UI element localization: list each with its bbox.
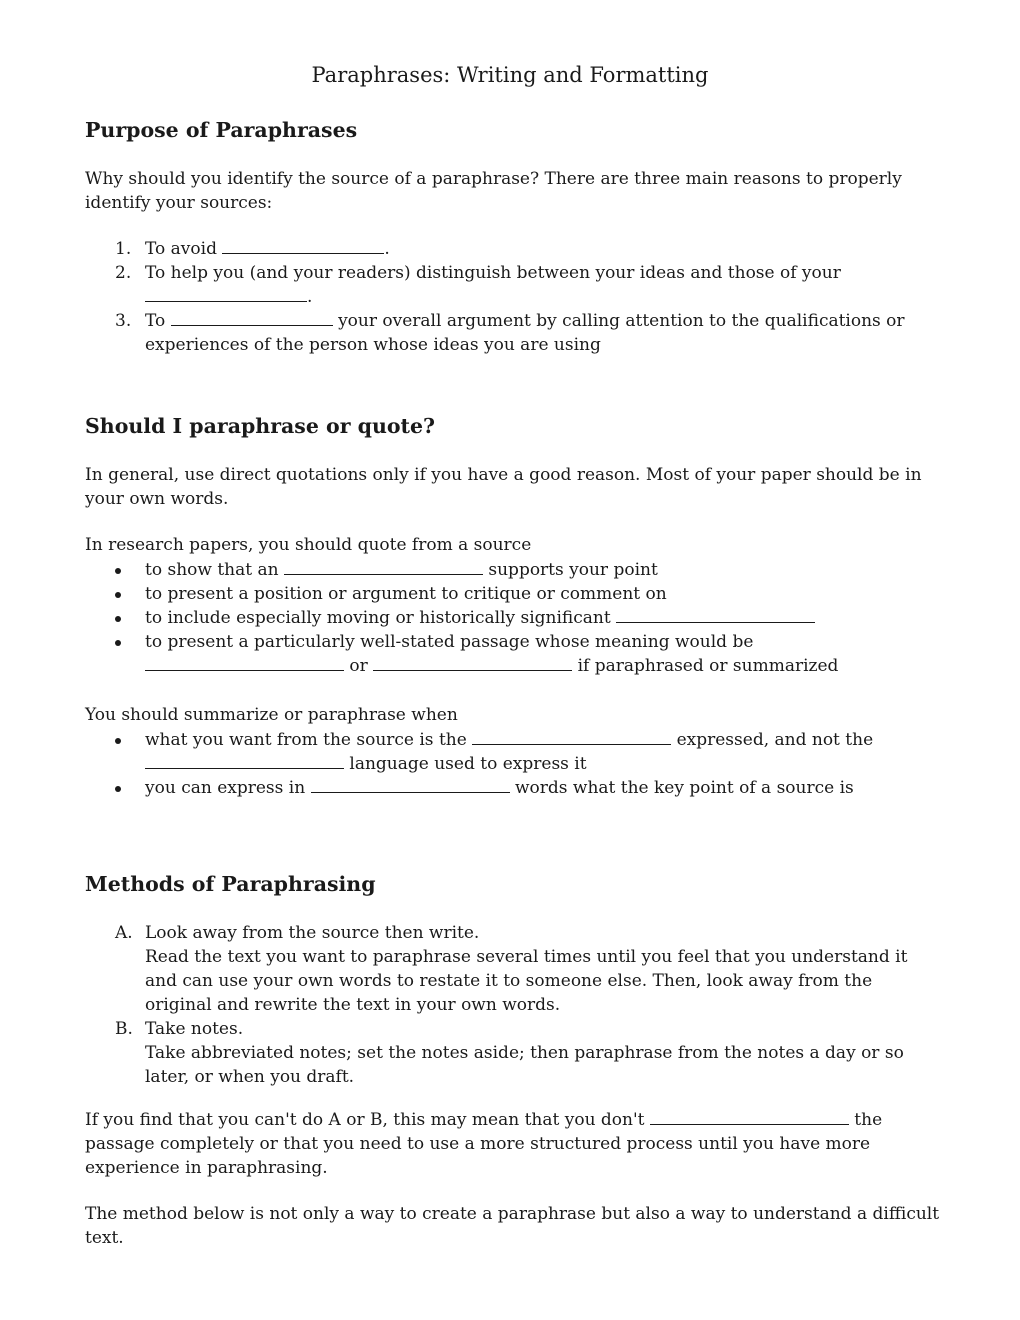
methods-list (85, 921, 940, 1089)
heading-purpose: Purpose of Paraphrases (85, 118, 358, 142)
bullet-icon (115, 616, 121, 622)
list-letter: A. (115, 923, 133, 943)
list-text: To avoid (145, 239, 223, 259)
fill-in-blank[interactable] (222, 237, 384, 254)
fill-in-blank[interactable] (616, 606, 815, 623)
research-lead: In research papers, you should quote from a source (85, 535, 532, 555)
fill-in-blank[interactable] (373, 654, 572, 671)
list-text: if paraphrased or summarized (572, 656, 839, 676)
list-item (85, 309, 940, 357)
list-number: 3. (115, 311, 132, 331)
list-text: your overall argument by calling attention to the qualifications or experiences of the person whose ideas you are using (145, 311, 905, 355)
list-item (85, 728, 940, 776)
quote-intro: In general, use direct quotations only if you have a good reason. Most of your paper should be in your own words. (85, 465, 922, 509)
list-number: 1. (115, 239, 132, 259)
list-text: To (145, 311, 171, 331)
bullet-icon (115, 568, 121, 574)
summarize-reasons-list (85, 728, 940, 800)
list-item (85, 776, 940, 800)
heading-methods: Methods of Paraphrasing (85, 872, 376, 896)
list-text: what you want from the source is the (145, 730, 473, 750)
fill-in-blank[interactable] (284, 558, 483, 575)
fill-in-blank[interactable] (145, 285, 307, 302)
list-text: or (344, 656, 374, 676)
closing-text: If you find that you can't do A or B, this may mean that you don't (85, 1110, 650, 1130)
list-text: . (384, 239, 390, 259)
list-item (85, 630, 940, 678)
methods-closing (85, 1108, 940, 1180)
list-item (85, 582, 940, 606)
fill-in-blank[interactable] (650, 1108, 849, 1125)
list-number: 2. (115, 263, 132, 283)
list-text: to show that an (145, 560, 284, 580)
method-detail: Take abbreviated notes; set the notes aside; then paraphrase from the notes a day or so later, or when you draft. (145, 1043, 904, 1087)
list-letter: B. (115, 1019, 133, 1039)
fill-in-blank[interactable] (145, 654, 344, 671)
list-text: . (307, 287, 313, 307)
closing-text: the passage completely or that you need to use a more structured process until you have more experience in paraphrasing. (85, 1110, 883, 1178)
list-text: words what the key point of a source is (509, 778, 854, 798)
list-item (85, 921, 940, 945)
page-title: Paraphrases: Writing and Formatting (311, 63, 709, 87)
method-detail: Read the text you want to paraphrase several times until you feel that you understand it and can use your own words to restate it to someone else. Then, look away from the original and rewrite the text in your own words. (145, 947, 908, 1015)
list-text: language used to express it (344, 754, 587, 774)
list-text: To help you (and your readers) distinguish between your ideas and those of your (145, 263, 841, 283)
purpose-intro: Why should you identify the source of a paraphrase? There are three main reasons to properly identify your sources: (85, 169, 902, 213)
list-item (85, 558, 940, 582)
fill-in-blank[interactable] (145, 752, 344, 769)
fill-in-blank[interactable] (311, 776, 510, 793)
list-text: expressed, and not the (671, 730, 874, 750)
purpose-list (85, 237, 940, 357)
quote-reasons-list (85, 558, 940, 678)
list-item (85, 261, 940, 309)
list-text: you can express in (145, 778, 311, 798)
summarize-lead: You should summarize or paraphrase when (85, 705, 458, 725)
list-item (85, 1017, 940, 1041)
list-text: to present a position or argument to critique or comment on (145, 584, 667, 604)
methods-final: The method below is not only a way to create a paraphrase but also a way to understand a difficult text. (85, 1204, 940, 1248)
bullet-icon (115, 738, 121, 744)
method-label: Take notes. (145, 1019, 244, 1039)
heading-paraphrase-or-quote: Should I paraphrase or quote? (85, 414, 436, 438)
list-text: to include especially moving or historically significant (145, 608, 617, 628)
list-text: supports your point (482, 560, 658, 580)
bullet-icon (115, 640, 121, 646)
fill-in-blank[interactable] (171, 309, 333, 326)
bullet-icon (115, 786, 121, 792)
list-text: to present a particularly well-stated passage whose meaning would be (145, 632, 754, 652)
fill-in-blank[interactable] (472, 728, 671, 745)
list-item (85, 606, 940, 630)
bullet-icon (115, 592, 121, 598)
method-label: Look away from the source then write. (145, 923, 480, 943)
list-item (85, 237, 940, 261)
